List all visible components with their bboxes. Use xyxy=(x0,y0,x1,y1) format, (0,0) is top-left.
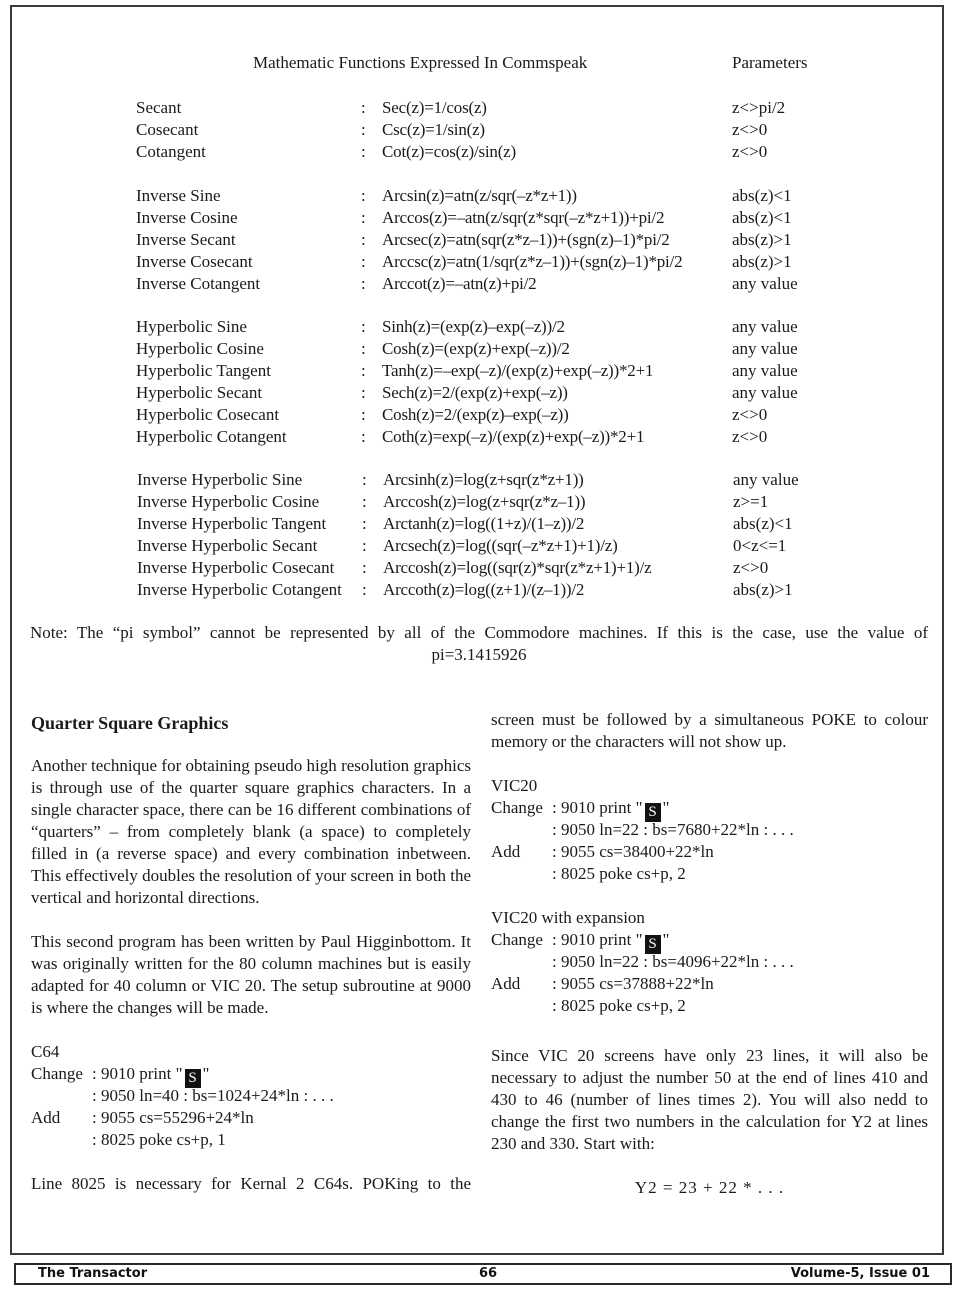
function-name: Inverse Cosine xyxy=(136,208,238,227)
function-parameter: z<>0 xyxy=(732,427,768,446)
colon-separator: : xyxy=(361,120,366,139)
code-block-c64 xyxy=(31,1041,471,1151)
code-text: " xyxy=(202,1064,210,1083)
code-line: : 9050 ln=22 : bs=7680+22*ln : . . . xyxy=(552,820,794,839)
issue-label: Volume-5, Issue 01 xyxy=(790,1266,930,1281)
function-parameter: abs(z)>1 xyxy=(733,580,793,599)
colon-separator: : xyxy=(361,142,366,161)
function-name: Inverse Cosecant xyxy=(136,252,253,271)
function-formula: Arcsec(z)=atn(sqr(z*z–1))+(sgn(z)–1)*pi/2 xyxy=(382,230,670,249)
change-label: Change xyxy=(491,930,543,949)
code-line: : 9050 ln=22 : bs=4096+22*ln : . . . xyxy=(552,952,794,971)
function-formula: Coth(z)=exp(–z)/(exp(z)+exp(–z))*2+1 xyxy=(382,427,645,446)
article-right-column xyxy=(491,709,928,1199)
function-row xyxy=(137,469,837,491)
colon-separator: : xyxy=(361,383,366,402)
code-line: : 8025 poke cs+p, 2 xyxy=(552,864,686,883)
function-row xyxy=(136,360,836,382)
colon-separator: : xyxy=(361,274,366,293)
function-formula: Arctanh(z)=log((1+z)/(1–z))/2 xyxy=(383,514,585,533)
article-left-column xyxy=(31,712,471,1217)
reverse-s-char: S xyxy=(185,1069,201,1088)
colon-separator: : xyxy=(362,536,367,555)
change-label: Change xyxy=(31,1064,83,1083)
function-formula: Arcsinh(z)=log(z+sqr(z*z+1)) xyxy=(383,470,584,489)
function-name: Inverse Secant xyxy=(136,230,236,249)
paragraph-poke-continued: screen must be followed by a simultaneous POKE to colour memory or the characters will not show up. xyxy=(491,710,928,751)
code-line: : 9055 cs=37888+22*ln xyxy=(552,974,714,993)
function-parameter: abs(z)<1 xyxy=(732,186,792,205)
function-name: Cosecant xyxy=(136,120,199,139)
function-row xyxy=(137,557,837,579)
colon-separator: : xyxy=(361,252,366,271)
function-parameter: any value xyxy=(732,383,798,402)
colon-separator: : xyxy=(361,339,366,358)
function-name: Hyperbolic Cosecant xyxy=(136,405,280,424)
function-parameter: z>=1 xyxy=(733,492,769,511)
colon-separator: : xyxy=(362,580,367,599)
code-block-vic20-expansion xyxy=(491,907,928,1017)
function-row xyxy=(137,535,837,557)
function-formula: Tanh(z)=–exp(–z)/(exp(z)+exp(–z))*2+1 xyxy=(382,361,654,380)
function-parameter: any value xyxy=(733,470,799,489)
publication-name: The Transactor xyxy=(38,1266,148,1281)
function-parameter: 0<z<=1 xyxy=(733,536,787,555)
function-name: Inverse Hyperbolic Cotangent xyxy=(137,580,342,599)
function-formula: Arcsech(z)=log((sqr(–z*z+1)+1)/z) xyxy=(383,536,618,555)
colon-separator: : xyxy=(362,470,367,489)
function-row xyxy=(136,207,836,229)
function-formula: Arccoth(z)=log((z+1)/(z–1))/2 xyxy=(383,580,585,599)
function-formula: Sec(z)=1/cos(z) xyxy=(382,98,487,117)
function-formula: Arccosh(z)=log(z+sqr(z*z–1)) xyxy=(383,492,586,511)
platform-title: C64 xyxy=(31,1042,60,1061)
colon-separator: : xyxy=(361,98,366,117)
add-label: Add xyxy=(491,974,521,993)
colon-separator: : xyxy=(362,514,367,533)
function-name: Secant xyxy=(136,98,182,117)
function-name: Hyperbolic Secant xyxy=(136,383,263,402)
function-formula: Arccos(z)=–atn(z/sqr(z*sqr(–z*z+1))+pi/2 xyxy=(382,208,665,227)
function-name: Inverse Hyperbolic Cosine xyxy=(137,492,320,511)
colon-separator: : xyxy=(361,208,366,227)
colon-separator: : xyxy=(361,317,366,336)
function-name: Hyperbolic Sine xyxy=(136,317,247,336)
function-name: Inverse Hyperbolic Cosecant xyxy=(137,558,335,577)
function-parameter: z<>0 xyxy=(732,142,768,161)
function-row xyxy=(136,185,836,207)
function-parameter: abs(z)>1 xyxy=(732,252,792,271)
function-row xyxy=(136,316,836,338)
function-row xyxy=(136,426,836,448)
code-text: : 9010 print " xyxy=(92,1064,183,1083)
code-block-vic20 xyxy=(491,775,928,885)
function-group-inverse xyxy=(136,185,836,295)
function-name: Inverse Sine xyxy=(136,186,221,205)
function-parameter: z<>0 xyxy=(733,558,769,577)
paragraph-author: This second program has been written by Paul Higginbottom. It was originally written for the 80 column machines but is easily adapted for 40 column or VIC 20. The setup subroutine at 9000 is where the changes will be made. xyxy=(31,932,471,1017)
platform-title: VIC20 with expansion xyxy=(491,908,645,927)
function-name: Cotangent xyxy=(136,142,206,161)
function-row xyxy=(136,338,836,360)
colon-separator: : xyxy=(361,405,366,424)
function-parameter: z<>0 xyxy=(732,120,768,139)
reverse-s-char: S xyxy=(645,803,661,822)
function-name: Inverse Cotangent xyxy=(136,274,261,293)
function-name: Inverse Hyperbolic Sine xyxy=(137,470,303,489)
function-formula: Cosh(z)=(exp(z)+exp(–z))/2 xyxy=(382,339,570,358)
colon-separator: : xyxy=(362,558,367,577)
paragraph-kernal: Line 8025 is necessary for Kernal 2 C64s. POKing to the xyxy=(31,1174,471,1193)
function-row xyxy=(136,382,836,404)
function-row xyxy=(137,513,837,535)
code-line: : 9055 cs=38400+22*ln xyxy=(552,842,714,861)
function-group-hyperbolic xyxy=(136,316,836,448)
code-line: : 8025 poke cs+p, 2 xyxy=(552,996,686,1015)
pi-note xyxy=(30,622,928,666)
function-parameter: any value xyxy=(732,339,798,358)
paragraph-intro: Another technique for obtaining pseudo high resolution graphics is through use of the quarter square graphics characters. In a single character space, there can be 16 different combinations of “quarters” – from completely blank (a space) to completely filled in (a reverse space) and every combination inbetween. This effectively doubles the resolution of your screen in both the vertical and horizontal directions. xyxy=(31,756,471,907)
function-parameter: abs(z)<1 xyxy=(733,514,793,533)
reverse-s-char: S xyxy=(645,935,661,954)
page-footer xyxy=(14,1263,952,1285)
function-group-reciprocal xyxy=(136,97,836,163)
colon-separator: : xyxy=(361,427,366,446)
function-parameter: any value xyxy=(732,274,798,293)
function-name: Hyperbolic Cosine xyxy=(136,339,264,358)
function-name: Hyperbolic Cotangent xyxy=(136,427,287,446)
function-formula: Arccsc(z)=atn(1/sqr(z*z–1))+(sgn(z)–1)*pi/2 xyxy=(382,252,683,271)
function-formula: Sinh(z)=(exp(z)–exp(–z))/2 xyxy=(382,317,565,336)
function-row xyxy=(136,97,836,119)
add-label: Add xyxy=(491,842,521,861)
function-formula: Cot(z)=cos(z)/sin(z) xyxy=(382,142,516,161)
function-name: Inverse Hyperbolic Secant xyxy=(137,536,318,555)
function-row xyxy=(136,141,836,163)
change-label: Change xyxy=(491,798,543,817)
function-name: Hyperbolic Tangent xyxy=(136,361,271,380)
table-title: Mathematic Functions Expressed In Commspeak xyxy=(253,53,588,72)
code-text: " xyxy=(662,798,670,817)
colon-separator: : xyxy=(361,230,366,249)
function-parameter: z<>pi/2 xyxy=(732,98,786,117)
function-parameter: abs(z)<1 xyxy=(732,208,792,227)
colon-separator: : xyxy=(361,361,366,380)
function-parameter: any value xyxy=(732,361,798,380)
code-line: : 9050 ln=40 : bs=1024+24*ln : . . . xyxy=(92,1086,334,1105)
colon-separator: : xyxy=(361,186,366,205)
note-text: Note: The “pi symbol” cannot be represented by all of the Commodore machines. If this is the case, use the value of xyxy=(30,623,928,642)
function-formula: Arccosh(z)=log((sqr(z)*sqr(z*z+1)+1)/z xyxy=(383,558,652,577)
function-group-inverse-hyperbolic xyxy=(137,469,837,601)
colon-separator: : xyxy=(362,492,367,511)
function-formula: Csc(z)=1/sin(z) xyxy=(382,120,485,139)
function-formula: Cosh(z)=2/(exp(z)–exp(–z)) xyxy=(382,405,569,424)
function-row xyxy=(137,579,837,601)
function-formula: Arccot(z)=–atn(z)+pi/2 xyxy=(382,274,537,293)
function-row xyxy=(136,229,836,251)
platform-title: VIC20 xyxy=(491,776,538,795)
function-formula: Sech(z)=2/(exp(z)+exp(–z)) xyxy=(382,383,568,402)
parameters-header: Parameters xyxy=(732,53,808,72)
add-label: Add xyxy=(31,1108,61,1127)
section-heading: Quarter Square Graphics xyxy=(31,713,229,733)
function-formula: Arcsin(z)=atn(z/sqr(–z*z+1)) xyxy=(382,186,577,205)
function-parameter: any value xyxy=(732,317,798,336)
code-text: " xyxy=(662,930,670,949)
code-text: : 9010 print " xyxy=(552,798,643,817)
function-row xyxy=(136,119,836,141)
function-row xyxy=(137,491,837,513)
function-row xyxy=(136,404,836,426)
code-line: : 8025 poke cs+p, 1 xyxy=(92,1130,226,1149)
function-parameter: z<>0 xyxy=(732,405,768,424)
y2-formula: Y2 = 23 + 22 * . . . xyxy=(634,1178,785,1197)
page-number: 66 xyxy=(479,1266,498,1281)
paragraph-vic20-lines: Since VIC 20 screens have only 23 lines, it will also be necessary to adjust the number 50 at the end of lines 410 and 430 to 46 (number of lines times 2). You will also nedd to change the first two numbers in the calculation for Y2 at lines 230 and 330. Start with: xyxy=(491,1046,928,1153)
function-row xyxy=(136,251,836,273)
code-line: : 9055 cs=55296+24*ln xyxy=(92,1108,254,1127)
function-row xyxy=(136,273,836,295)
function-parameter: abs(z)>1 xyxy=(732,230,792,249)
pi-value: pi=3.1415926 xyxy=(431,645,527,664)
function-name: Inverse Hyperbolic Tangent xyxy=(137,514,327,533)
code-text: : 9010 print " xyxy=(552,930,643,949)
